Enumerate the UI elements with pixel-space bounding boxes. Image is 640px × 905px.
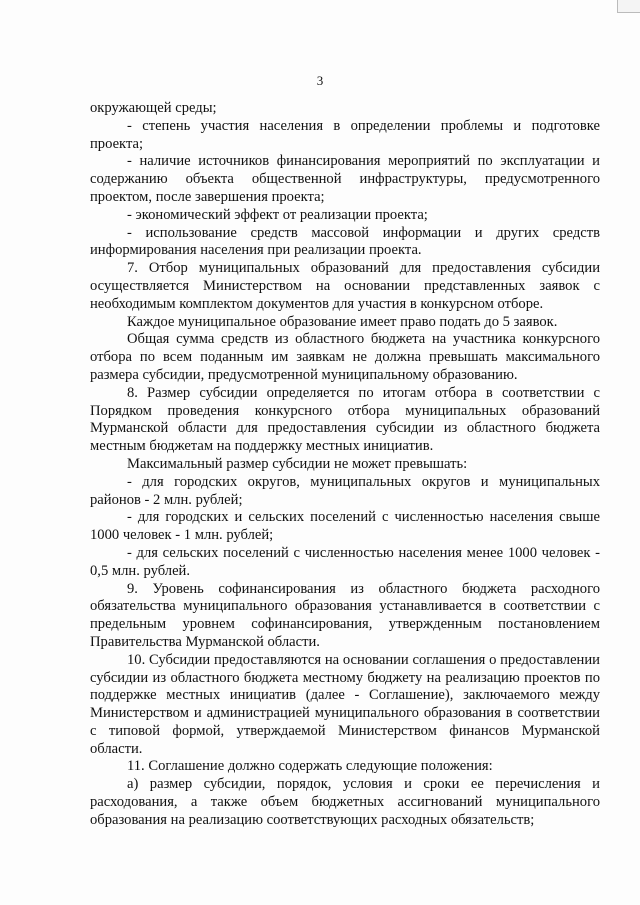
paragraph: - степень участия населения в определении проблемы и подготовке проекта; bbox=[90, 117, 600, 152]
paragraph: Максимальный размер субсидии не может превышать: bbox=[127, 455, 468, 472]
paragraph: а) размер субсидии, порядок, условия и сроки ее перечисления и расходования, а также объем бюджетных ассигнований муниципального образования на реализацию соответствующих расходных обязательств; bbox=[90, 776, 600, 828]
paragraph: 7. Отбор муниципальных образований для предоставления субсидии осуществляется Министерством на основании представленных заявок с необходимым комплектом документов для участия в конкурсном отборе. bbox=[90, 260, 600, 312]
paragraph: - наличие источников финансирования мероприятий по эксплуатации и содержанию объекта общественной инфраструктуры, предусмотренного проектом, после завершения проекта; bbox=[90, 153, 600, 205]
page-number: 3 bbox=[316, 73, 324, 88]
paragraph: - использование средств массовой информации и других средств информирования населения при реализации проекта. bbox=[90, 224, 600, 259]
paragraph: окружающей среды; bbox=[90, 100, 217, 116]
paragraph: 9. Уровень софинансирования из областного бюджета расходного обязательства муниципального образования устанавливается в соответствии с предельным уровнем софинансирования, утвержденным постановлением Правительства Мурманской области. bbox=[90, 580, 600, 650]
paragraph: - экономический эффект от реализации проекта; bbox=[127, 206, 428, 223]
document-body bbox=[90, 100, 600, 830]
paragraph: 10. Субсидии предоставляются на основании соглашения о предоставлении субсидии из областного бюджета местному бюджету на реализацию проектов по поддержке местных инициатив (далее - Соглашение), заключаемого между Министерством и администрацией муниципального образования в соответствии с типовой формой, утверждаемой Министерством финансов Мурманской области. bbox=[90, 651, 600, 757]
paragraph: - для городских округов, муниципальных округов и муниципальных районов - 2 млн. рублей; bbox=[90, 473, 600, 508]
paragraph: - для городских и сельских поселений с численностью населения свыше 1000 человек - 1 млн. рублей; bbox=[90, 509, 600, 544]
paragraph: - для сельских поселений с численностью населения менее 1000 человек - 0,5 млн. рублей. bbox=[90, 544, 600, 579]
scan-corner-mark bbox=[617, 0, 640, 13]
paragraph: Общая сумма средств из областного бюджета на участника конкурсного отбора по всем поданным им заявкам не должна превышать максимального размера субсидии, предусмотренной муниципальному образованию. bbox=[90, 331, 600, 383]
paragraph: Каждое муниципальное образование имеет право подать до 5 заявок. bbox=[127, 313, 558, 330]
paragraph: 11. Соглашение должно содержать следующие положения: bbox=[127, 758, 493, 775]
paragraph: 8. Размер субсидии определяется по итогам отбора в соответствии с Порядком проведения конкурсного отбора муниципальных образований Мурманской области для предоставления субсидии из областного бюджета местным бюджетам на поддержку местных инициатив. bbox=[90, 384, 600, 455]
